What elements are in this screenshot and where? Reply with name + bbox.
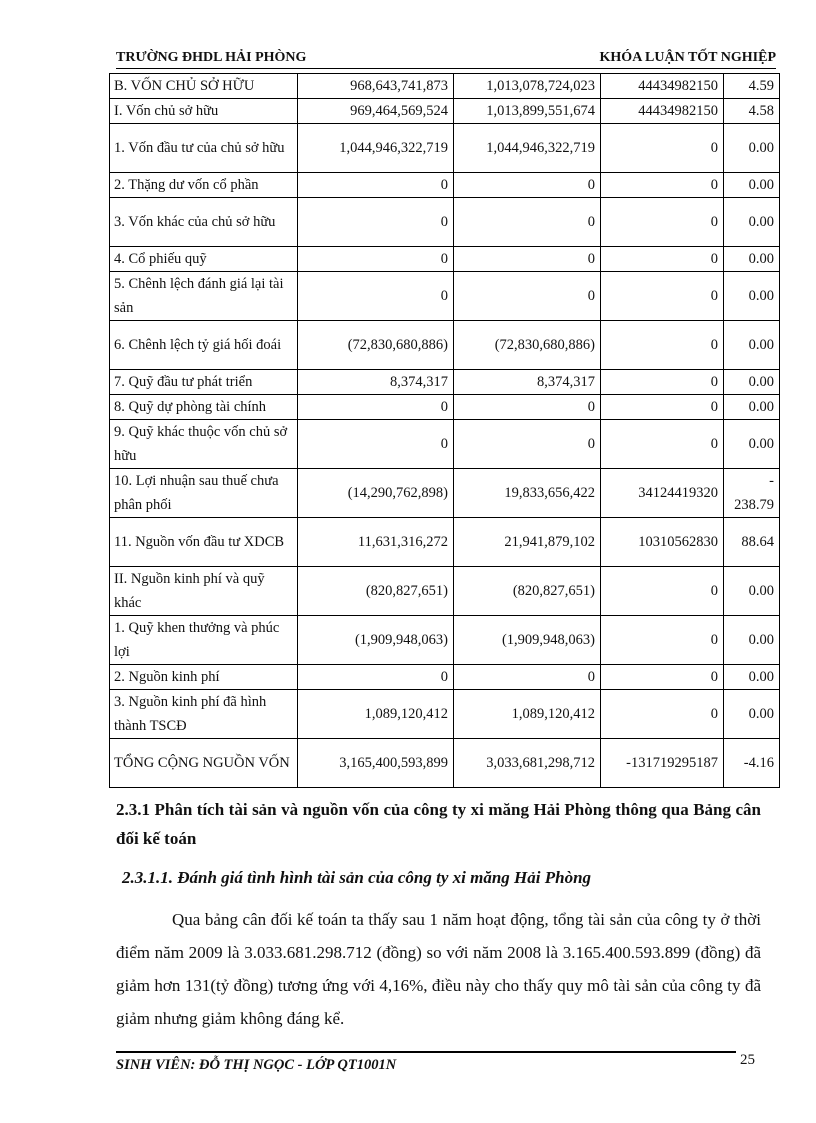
- value-2008: 0: [298, 173, 454, 198]
- difference: -131719295187: [601, 739, 724, 788]
- percent-change: 4.58: [724, 99, 780, 124]
- value-2008: 0: [298, 665, 454, 690]
- row-label: 3. Nguồn kinh phí đã hình thành TSCĐ: [110, 690, 298, 739]
- percent-change: 0.00: [724, 665, 780, 690]
- value-2008: 11,631,316,272: [298, 518, 454, 567]
- table-row: [110, 739, 780, 788]
- table-row: [110, 321, 780, 370]
- row-label: 2. Thặng dư vốn cổ phần: [110, 173, 298, 198]
- table-row: [110, 124, 780, 173]
- difference: 0: [601, 420, 724, 469]
- value-2008: 0: [298, 198, 454, 247]
- table-row: [110, 173, 780, 198]
- difference: 0: [601, 321, 724, 370]
- row-label: 11. Nguồn vốn đầu tư XDCB: [110, 518, 298, 567]
- difference: 44434982150: [601, 74, 724, 99]
- document-type: KHÓA LUẬN TỐT NGHIỆP: [599, 50, 776, 65]
- percent-change: 0.00: [724, 173, 780, 198]
- value-2009: 0: [454, 395, 601, 420]
- difference: 0: [601, 247, 724, 272]
- value-2009: 0: [454, 665, 601, 690]
- value-2009: 0: [454, 272, 601, 321]
- difference: 0: [601, 665, 724, 690]
- row-label: I. Vốn chủ sở hữu: [110, 99, 298, 124]
- row-label: 7. Quỹ đầu tư phát triển: [110, 370, 298, 395]
- balance-sheet-table: [109, 73, 780, 788]
- value-2008: 968,643,741,873: [298, 74, 454, 99]
- value-2009: 1,013,899,551,674: [454, 99, 601, 124]
- paragraph-text: Qua bảng cân đối kế toán ta thấy sau 1 năm hoạt động, tổng tài sản của công ty ở thời điểm năm 2009 là 3.033.681.298.712 (đồng) so với năm 2008 là 3.165.400.593.899 (đồng) đã giảm hơn 131(tỷ đồng) tương ứng với 4,16%, điều này cho thấy quy mô tài sản của công ty đã giảm nhưng giảm không đáng kể.: [116, 910, 761, 1028]
- value-2008: 0: [298, 420, 454, 469]
- row-label: 5. Chênh lệch đánh giá lại tài sản: [110, 272, 298, 321]
- value-2008: (72,830,680,886): [298, 321, 454, 370]
- value-2009: 19,833,656,422: [454, 469, 601, 518]
- difference: 44434982150: [601, 99, 724, 124]
- page-number: 25: [740, 1052, 755, 1068]
- table-row: [110, 616, 780, 665]
- difference: 0: [601, 124, 724, 173]
- percent-change: 0.00: [724, 321, 780, 370]
- value-2008: (14,290,762,898): [298, 469, 454, 518]
- difference: 0: [601, 395, 724, 420]
- percent-change: 0.00: [724, 124, 780, 173]
- table-row: [110, 247, 780, 272]
- value-2008: 0: [298, 272, 454, 321]
- row-label: 1. Vốn đầu tư của chủ sở hữu: [110, 124, 298, 173]
- row-label: 2. Nguồn kinh phí: [110, 665, 298, 690]
- difference: 0: [601, 173, 724, 198]
- value-2009: 0: [454, 247, 601, 272]
- table-row: [110, 665, 780, 690]
- value-2008: (1,909,948,063): [298, 616, 454, 665]
- section-heading: 2.3.1 Phân tích tài sản và nguồn vốn của công ty xi măng Hải Phòng thông qua Bảng cân đối kế toán: [116, 800, 761, 848]
- table-row: [110, 518, 780, 567]
- table-row: [110, 272, 780, 321]
- percent-sign: -: [769, 473, 774, 489]
- row-label: 3. Vốn khác của chủ sở hữu: [110, 198, 298, 247]
- value-2009: 3,033,681,298,712: [454, 739, 601, 788]
- value-2009: (820,827,651): [454, 567, 601, 616]
- value-2009: (72,830,680,886): [454, 321, 601, 370]
- difference: 0: [601, 370, 724, 395]
- percent-change: 0.00: [724, 198, 780, 247]
- table-row: [110, 469, 780, 518]
- percent-change: 0.00: [724, 616, 780, 665]
- percent-change: 0.00: [724, 247, 780, 272]
- table-row: [110, 370, 780, 395]
- value-2009: 0: [454, 173, 601, 198]
- table-row: [110, 567, 780, 616]
- row-label: 1. Quỹ khen thưởng và phúc lợi: [110, 616, 298, 665]
- footer-divider: [116, 1051, 736, 1053]
- row-label: TỔNG CỘNG NGUỒN VỐN: [110, 739, 298, 788]
- difference: 10310562830: [601, 518, 724, 567]
- percent-change: 0.00: [724, 690, 780, 739]
- percent-change: 0.00: [724, 395, 780, 420]
- table-row: [110, 690, 780, 739]
- row-label: 10. Lợi nhuận sau thuế chưa phân phối: [110, 469, 298, 518]
- table-row: [110, 198, 780, 247]
- footer-student: SINH VIÊN: ĐỖ THỊ NGỌC - LỚP QT1001N: [116, 1057, 397, 1073]
- body-paragraph: [116, 903, 761, 1035]
- value-2008: 969,464,569,524: [298, 99, 454, 124]
- row-label: 4. Cổ phiếu quỹ: [110, 247, 298, 272]
- difference: 0: [601, 690, 724, 739]
- table-row: [110, 395, 780, 420]
- percent-change: -4.16: [724, 739, 780, 788]
- difference: 34124419320: [601, 469, 724, 518]
- table-row: [110, 420, 780, 469]
- table-row: [110, 74, 780, 99]
- row-label: B. VỐN CHỦ SỞ HỮU: [110, 74, 298, 99]
- difference: 0: [601, 198, 724, 247]
- value-2008: 0: [298, 247, 454, 272]
- value-2009: 21,941,879,102: [454, 518, 601, 567]
- row-label: 6. Chênh lệch tỷ giá hối đoái: [110, 321, 298, 370]
- percent-change: [724, 469, 780, 518]
- school-name: TRƯỜNG ĐHDL HẢI PHÒNG: [116, 50, 307, 65]
- percent-change: 0.00: [724, 272, 780, 321]
- percent-change: 0.00: [724, 567, 780, 616]
- value-2008: 0: [298, 395, 454, 420]
- row-label: II. Nguồn kinh phí và quỹ khác: [110, 567, 298, 616]
- page-header: [116, 46, 776, 69]
- value-2008: 3,165,400,593,899: [298, 739, 454, 788]
- value-2009: 8,374,317: [454, 370, 601, 395]
- difference: 0: [601, 272, 724, 321]
- value-2009: 0: [454, 420, 601, 469]
- value-2008: 8,374,317: [298, 370, 454, 395]
- value-2009: (1,909,948,063): [454, 616, 601, 665]
- value-2008: (820,827,651): [298, 567, 454, 616]
- value-2009: 1,089,120,412: [454, 690, 601, 739]
- percent-change: 4.59: [724, 74, 780, 99]
- row-label: 9. Quỹ khác thuộc vốn chủ sở hữu: [110, 420, 298, 469]
- value-2008: 1,044,946,322,719: [298, 124, 454, 173]
- row-label: 8. Quỹ dự phòng tài chính: [110, 395, 298, 420]
- percent-change: 88.64: [724, 518, 780, 567]
- value-2009: 1,044,946,322,719: [454, 124, 601, 173]
- table-row: [110, 99, 780, 124]
- difference: 0: [601, 567, 724, 616]
- percent-change: 0.00: [724, 370, 780, 395]
- value-2008: 1,089,120,412: [298, 690, 454, 739]
- percent-change: 0.00: [724, 420, 780, 469]
- value-2009: 1,013,078,724,023: [454, 74, 601, 99]
- subsection-heading: 2.3.1.1. Đánh giá tình hình tài sản của công ty xi măng Hải Phòng: [122, 868, 592, 887]
- value-2009: 0: [454, 198, 601, 247]
- difference: 0: [601, 616, 724, 665]
- percent-value: 238.79: [734, 497, 774, 513]
